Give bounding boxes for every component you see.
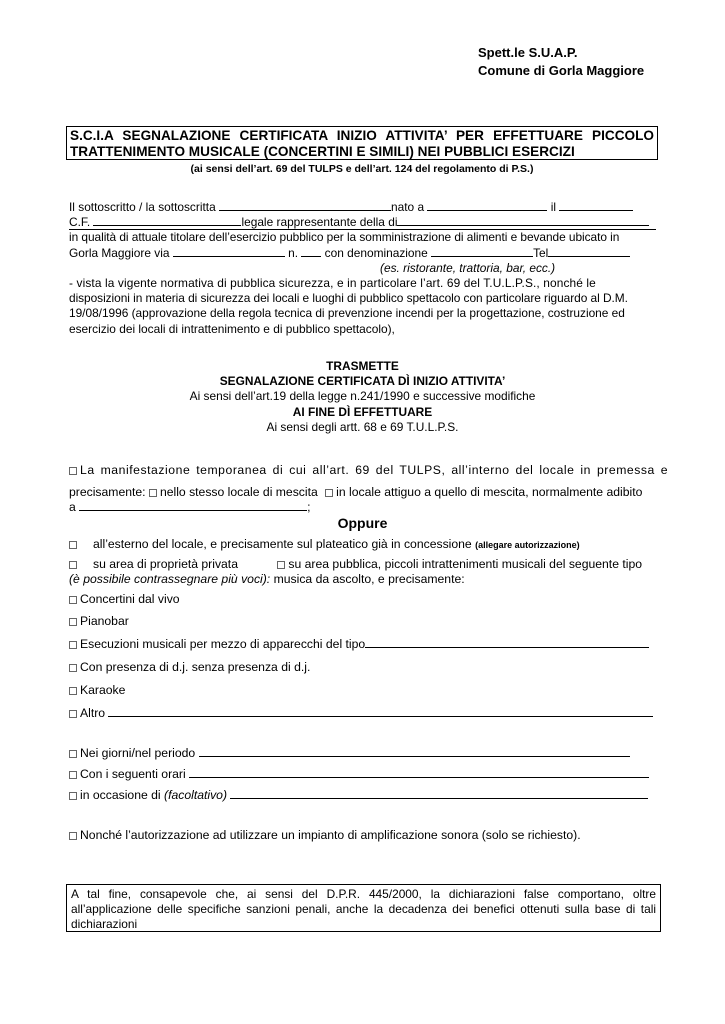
amplification-label: Nonché l’autorizzazione ad utilizzare un impianto di amplificazione sonora (solo se richiesto).: [80, 828, 581, 842]
hours-field[interactable]: [189, 767, 649, 778]
used-as-label: a: [69, 500, 76, 514]
occasion-checkbox[interactable]: [69, 792, 77, 800]
karaoke-checkbox[interactable]: [69, 687, 77, 695]
option-outdoor-line: [69, 536, 656, 553]
business-type-hint: (es. ristorante, trattoria, bar, ecc.): [380, 260, 556, 275]
occasion-label: in occasione di: [80, 788, 161, 802]
live-checkbox[interactable]: [69, 596, 77, 604]
label-business-name: con denominazione: [324, 245, 428, 260]
title-line-2: TRATTENIMENTO MUSICALE (CONCERTINI E SIMILI) NEI PUBBLICI ESERCIZI: [70, 144, 575, 159]
oppure-heading: Oppure: [337, 515, 388, 531]
same-room-label: nello stesso locale di mescita: [159, 485, 318, 499]
music-type-devices: [69, 636, 656, 652]
attach-authorization-note: (allegare autorizzazione): [475, 540, 580, 550]
name-field[interactable]: [219, 200, 391, 211]
indoor-checkbox[interactable]: [69, 467, 77, 475]
adjacent-room-checkbox[interactable]: [325, 489, 333, 497]
declarant-line-1: [69, 200, 656, 215]
days-label: Nei giorni/nel periodo: [80, 746, 196, 760]
occasion-field[interactable]: [230, 788, 648, 799]
days-checkbox[interactable]: [69, 750, 77, 758]
label-street: Gorla Maggiore via: [69, 245, 170, 260]
title-subtitle: (ai sensi dell’art. 69 del TULPS e dell’art. 124 del regolamento di P.S.): [190, 163, 534, 175]
option-indoor-line-1: [69, 462, 669, 478]
birthplace-field[interactable]: [427, 200, 547, 211]
recipient-line-1: Spett.le S.U.A.P.: [478, 45, 578, 60]
public-area-label: su area pubblica, piccoli intrattenimenti musicali del seguente tipo: [288, 557, 643, 571]
live-label: Concertini dal vivo: [80, 592, 180, 606]
other-checkbox[interactable]: [69, 710, 77, 718]
regulation-line-1: - vista la vigente normativa di pubblica sicurezza, e in particolare l’art. 69 del T.U.L.P.S., nonché le: [69, 276, 596, 291]
precisely-label: precisamente:: [69, 485, 146, 499]
law-reference: Ai sensi dell’art.19 della legge n.241/1990 e successive modifiche: [189, 389, 536, 404]
multiple-choice-note: (è possibile contrassegnare più voci):: [69, 572, 271, 586]
private-area-checkbox[interactable]: [69, 561, 77, 569]
label-date: il: [550, 200, 556, 214]
private-area-label: su area di proprietà privata: [93, 557, 238, 571]
option-indoor-line-3: [69, 499, 656, 515]
room-use-field[interactable]: [79, 500, 307, 511]
title-line-1: S.C.I.A SEGNALAZIONE CERTIFICATA INIZIO ATTIVITA’ PER EFFETTUARE PICCOLO: [70, 128, 654, 143]
phone-field[interactable]: [548, 246, 630, 257]
transmits-heading: TRASMETTE: [326, 359, 399, 373]
regulation-line-3: 19/08/1996 (approvazione della regola tecnica di prevenzione incendi per la progettazione, costruzione ed: [69, 306, 625, 321]
schedule-days: [69, 745, 656, 761]
public-area-checkbox[interactable]: [277, 561, 285, 569]
same-room-checkbox[interactable]: [149, 489, 157, 497]
other-label: Altro: [80, 706, 106, 720]
tulps-reference: Ai sensi degli artt. 68 e 69 T.U.L.P.S.: [266, 419, 459, 434]
declarant-line-4: [69, 246, 656, 261]
pianobar-label: Pianobar: [80, 614, 129, 628]
option-area-line: [69, 556, 656, 572]
outdoor-label: all’esterno del locale, e precisamente sul plateatico già in concessione: [93, 537, 472, 551]
amplification-line: [69, 827, 656, 843]
declaration-line-2: all’applicazione delle specifiche sanzioni penali, anche la decadenza dei benefici ottenuti sulla base di tali: [71, 902, 656, 917]
declaration-line-1: A tal fine, consapevole che, ai sensi del D.P.R. 445/2000, la dichiarazioni false comportano, oltre: [71, 887, 656, 901]
purpose-heading: AI FINE DÌ EFFETTUARE: [292, 404, 433, 419]
music-type-pianobar: [69, 613, 656, 629]
dj-label: Con presenza di d.j. senza presenza di d.j.: [80, 660, 311, 674]
hours-label: Con i seguenti orari: [80, 767, 186, 781]
pianobar-checkbox[interactable]: [69, 618, 77, 626]
option-indoor-line-2: [69, 484, 656, 500]
karaoke-label: Karaoke: [80, 683, 126, 697]
company-field[interactable]: [397, 215, 649, 226]
regulation-line-2: disposizioni in materia di sicurezza dei locali e luoghi di pubblico spettacolo con particolare riguardo al D.M.: [69, 291, 628, 306]
recipient-line-2: Comune di Gorla Maggiore: [478, 63, 645, 78]
outdoor-checkbox[interactable]: [69, 541, 77, 549]
declarant-line-2: [69, 215, 656, 230]
street-number-field[interactable]: [301, 246, 321, 257]
scia-heading: SEGNALAZIONE CERTIFICATA DÌ INIZIO ATTIVITA’: [219, 374, 506, 389]
recipient-block: [478, 44, 644, 80]
semicolon: ;: [307, 500, 311, 514]
regulation-line-4: esercizio dei locali di intrattenimento e di pubblico spettacolo),: [69, 321, 395, 336]
devices-label: Esecuzioni musicali per mezzo di apparecchi del tipo: [80, 637, 366, 651]
days-field[interactable]: [199, 746, 630, 757]
declaration-box: [66, 884, 661, 932]
multiple-choice-line: [69, 571, 656, 587]
indoor-option-label: La manifestazione temporanea di cui all’art. 69 del TULPS, all’interno del locale in premessa e: [80, 463, 669, 477]
music-type-dj: [69, 659, 656, 675]
devices-field[interactable]: [365, 637, 649, 648]
optional-note: (facoltativo): [164, 788, 228, 802]
schedule-hours: [69, 766, 656, 782]
birthdate-field[interactable]: [559, 200, 633, 211]
business-name-field[interactable]: [431, 246, 533, 257]
other-field[interactable]: [108, 706, 653, 717]
document-title-box: [66, 126, 658, 160]
music-type-other: [69, 705, 656, 721]
label-phone: Tel: [533, 245, 549, 260]
label-born: nato a: [391, 200, 425, 214]
dj-checkbox[interactable]: [69, 664, 77, 672]
tax-code-field[interactable]: [93, 215, 241, 226]
label-name: Il sottoscritto / la sottoscritta: [69, 200, 216, 214]
street-field[interactable]: [173, 246, 285, 257]
label-legal-rep: legale rappresentante della di: [241, 215, 398, 230]
music-type-live: [69, 591, 656, 607]
hours-checkbox[interactable]: [69, 771, 77, 779]
listening-music-label: musica da ascolto, e precisamente:: [273, 572, 465, 586]
schedule-occasion: [69, 787, 656, 803]
music-type-karaoke: [69, 682, 656, 698]
declarant-section: [69, 200, 656, 337]
declaration-line-3: dichiarazioni: [71, 917, 138, 932]
devices-checkbox[interactable]: [69, 641, 77, 649]
label-cf: C.F.: [69, 215, 91, 230]
transmits-section: [69, 359, 656, 435]
declarant-line-3: in qualità di attuale titolare dell’esercizio pubblico per la somministrazione di alimenti e bevande ubicato in: [69, 230, 620, 245]
amplification-checkbox[interactable]: [69, 832, 77, 840]
adjacent-room-label: in locale attiguo a quello di mescita, normalmente adibito: [336, 485, 643, 499]
label-number: n.: [288, 245, 299, 260]
